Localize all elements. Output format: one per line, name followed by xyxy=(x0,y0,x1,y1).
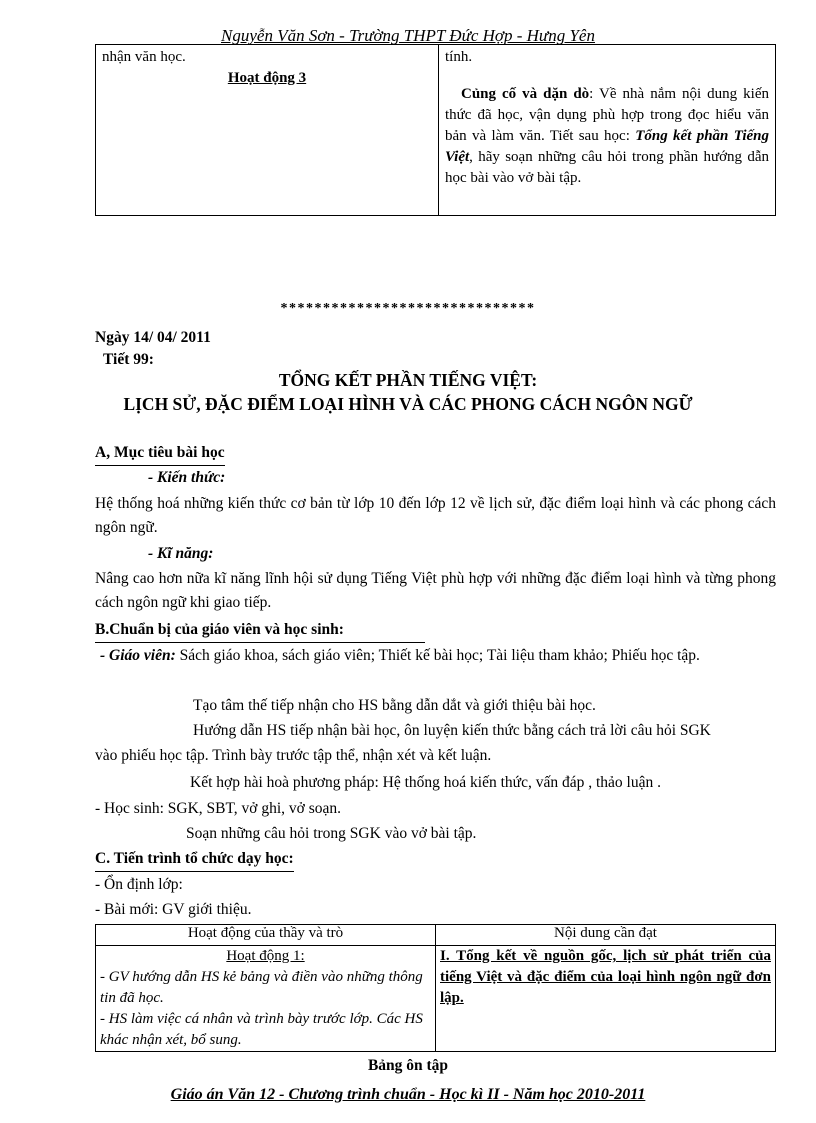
top-table-right-cell xyxy=(439,45,776,216)
activity-2-text: - HS làm việc cá nhân và trình bày trước lớp. Các HS khác nhận xét, bổ sung. xyxy=(100,1011,423,1048)
teacher-paragraph xyxy=(100,644,776,668)
next-lesson-topic: Tổng kết phần Tiếng Việt xyxy=(445,128,769,165)
method-line-2b: vào phiếu học tập. Trình bày trước tập thể, nhận xét và kết luận. xyxy=(95,747,492,764)
top-right-text: tính. xyxy=(445,49,473,65)
skill-label: - Kĩ năng: xyxy=(148,545,214,562)
method-line-3: Kết hợp hài hoà phương pháp: Hệ thống hoá kiến thức, vấn đáp , thảo luận . xyxy=(190,774,661,791)
student-line-2: Soạn những câu hỏi trong SGK vào vở bài tập. xyxy=(186,825,477,842)
content-title: I. Tổng kết về nguồn gốc, lịch sử phát triển của tiếng Việt và đặc điểm của loại hình ngôn ngữ đơn lập. xyxy=(440,948,771,1006)
page-header: Nguyễn Văn Sơn - Trường THPT Đức Hợp - Hưng Yên xyxy=(221,26,595,45)
teacher-text: Sách giáo khoa, sách giáo viên; Thiết kế bài học; Tài liệu tham khảo; Phiếu học tập. xyxy=(175,647,700,664)
section-separator: ****************************** xyxy=(280,301,536,316)
method-line-2a: Hướng dẫn HS tiếp nhận bài học, ôn luyện kiến thức bằng cách trả lời câu hỏi SGK xyxy=(193,722,711,739)
consolidation-body-2: , hãy soạn những câu hỏi trong phần hướng dẫn học bài vào vở bài tập. xyxy=(445,149,769,186)
previous-lesson-table xyxy=(95,44,776,216)
table-caption: Bảng ôn tập xyxy=(367,1057,449,1074)
knowledge-label: - Kiến thức: xyxy=(148,469,226,486)
lesson-number: Tiết 99: xyxy=(103,351,154,368)
consolidation-label: Củng cố và dặn dò xyxy=(461,86,590,102)
column-header-activity: Hoạt động của thầy và trò xyxy=(96,925,436,946)
section-a-heading-text: A, Mục tiêu bài học xyxy=(95,441,225,466)
lesson-title-line-2: LỊCH SỬ, ĐẶC ĐIỂM LOẠI HÌNH VÀ CÁC PHONG CÁCH NGÔN NGỮ xyxy=(123,394,693,414)
activity-cell xyxy=(96,946,436,1052)
section-b-heading-text: B.Chuẩn bị của giáo viên và học sinh: xyxy=(95,618,425,643)
consolidation-paragraph xyxy=(445,84,769,189)
top-left-text: nhận văn học. xyxy=(102,49,186,65)
activity-1-heading: Hoạt động 1: xyxy=(226,948,305,964)
section-c-heading-text: C. Tiến trình tổ chức dạy học: xyxy=(95,847,294,872)
section-a-heading xyxy=(95,441,776,466)
lesson-title-line-1: TỔNG KẾT PHẦN TIẾNG VIỆT: xyxy=(278,370,538,390)
lesson-plan-table xyxy=(95,924,776,1052)
top-table-left-cell xyxy=(96,45,439,216)
student-line: - Học sinh: SGK, SBT, vở ghi, vở soạn. xyxy=(95,800,342,817)
page-footer: Giáo án Văn 12 - Chương trình chuẩn - Học kì II - Năm học 2010-2011 xyxy=(170,1086,646,1103)
knowledge-text: Hệ thống hoá những kiến thức cơ bản từ lớp 10 đến lớp 12 về lịch sử, đặc điểm loại hình và các phong cách ngôn ngữ. xyxy=(95,495,776,536)
content-cell xyxy=(436,946,776,1052)
lesson-date: Ngày 14/ 04/ 2011 xyxy=(95,329,211,346)
section-b-heading xyxy=(95,618,776,643)
section-c-heading xyxy=(95,847,776,872)
method-line-1: Tạo tâm thế tiếp nhận cho HS bằng dẫn dắt và giới thiệu bài học. xyxy=(193,697,596,714)
step-1: - Ổn định lớp: xyxy=(95,876,183,893)
step-2: - Bài mới: GV giới thiệu. xyxy=(95,901,252,918)
skill-text: Nâng cao hơn nữa kĩ năng lĩnh hội sử dụng Tiếng Việt phù hợp với những đặc điểm loại hình và từng phong cách ngôn ngữ khi giao tiếp. xyxy=(95,570,776,611)
consolidation-body-1: : Về nhà nắm nội dung kiến thức đã học, vận dụng phù hợp trong đọc hiểu văn bản và làm văn. Tiết sau học: xyxy=(445,86,769,144)
teacher-label: - Giáo viên: xyxy=(100,647,176,664)
activity-3-heading: Hoạt động 3 xyxy=(227,70,307,86)
activity-1-text: - GV hướng dẫn HS kẻ bảng và điền vào những thông tin đã học. xyxy=(100,969,423,1006)
column-header-content: Nội dung cần đạt xyxy=(436,925,776,946)
